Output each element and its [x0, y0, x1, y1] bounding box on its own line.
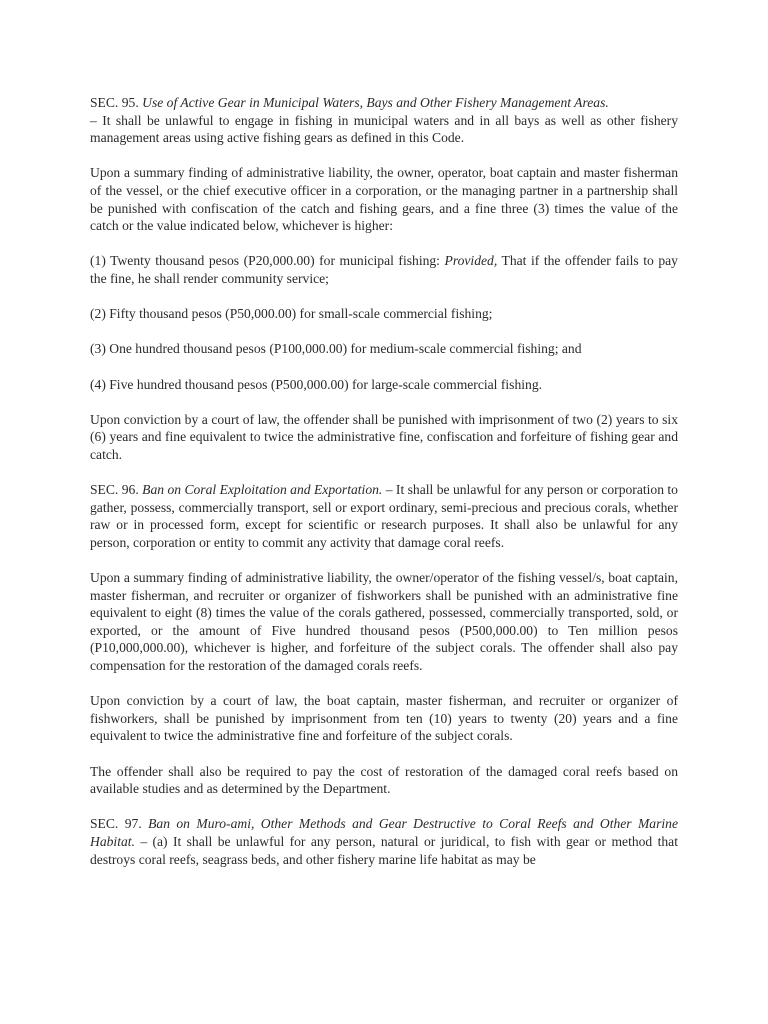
- document-page: [90, 94, 678, 886]
- sec96-number: SEC. 96.: [90, 482, 139, 498]
- sec96-paragraph-3: The offender shall also be required to pay the cost of restoration of the damaged coral reefs based on available studies and as determined by the Department.: [90, 763, 678, 797]
- sec95-item-1-text: (1) Twenty thousand pesos (P20,000.00) for municipal fishing:: [90, 253, 440, 269]
- sec95-number: SEC. 95.: [90, 95, 139, 110]
- sec95-paragraph-2: Upon conviction by a court of law, the offender shall be punished with imprisonment of two (2) years to six (6) years and fine equivalent to twice the administrative fine, confiscation and forfeiture of fishing gear and catch.: [90, 411, 678, 462]
- sec95-item-1-proviso: Provided,: [444, 253, 498, 269]
- sec97-heading-paragraph: [90, 815, 678, 868]
- sec95-item-2: (2) Fifty thousand pesos (P50,000.00) for small-scale commercial fishing;: [90, 306, 493, 322]
- sec97-number: SEC. 97.: [90, 816, 142, 832]
- sec95-title: Use of Active Gear in Municipal Waters, Bays and Other Fishery Management Areas.: [142, 95, 609, 110]
- sec96-body: – It shall be unlawful for any person or corporation to gather, possess, commercially transport, sell or export ordinary, semi-precious and precious corals, whether raw or in processed form, except for scientific or research purposes. It shall also be unlawful for any person, corporation or entity to commit any activity that damage coral reefs.: [90, 482, 678, 550]
- sec96-title: Ban on Coral Exploitation and Exportation.: [142, 482, 383, 498]
- sec95-item-3: (3) One hundred thousand pesos (P100,000.00) for medium-scale commercial fishing; and: [90, 341, 582, 357]
- sec95-paragraph-1: Upon a summary finding of administrative liability, the owner, operator, boat captain and master fisherman of the vessel, or the chief executive officer in a corporation, or the managing partner in a partnership shall be punished with confiscation of the catch and fishing gears, and a fine three (3) times the value of the catch or the value indicated below, whichever is higher:: [90, 165, 678, 234]
- sec95-item-1: [90, 252, 678, 287]
- sec97-body: – (a) It shall be unlawful for any person, natural or juridical, to fish with gear or method that destroys coral reefs, seagrass beds, and other fishery marine life habitat as may be: [90, 833, 678, 867]
- sec95-body: – It shall be unlawful to engage in fishing in municipal waters and in all bays as well as other fishery management areas using active fishing gears as defined in this Code.: [90, 112, 678, 146]
- sec95-heading-paragraph: [90, 94, 678, 147]
- sec96-heading-paragraph: [90, 481, 678, 551]
- sec96-paragraph-1: Upon a summary finding of administrative liability, the owner/operator of the fishing vessel/s, boat captain, master fisherman, and recruiter or organizer of fishworkers shall be punished with an administrative fine equivalent to eight (8) times the value of the corals gathered, possessed, commercially transported, sold, or exported, or the amount of Five hundred thousand pesos (P500,000.00) to Ten million pesos (P10,000,000.00), whichever is higher, and forfeiture of the subject corals. The offender shall also pay compensation for the restoration of the damaged corals reefs.: [90, 570, 678, 673]
- sec96-paragraph-2: Upon conviction by a court of law, the boat captain, master fisherman, and recruiter or organizer of fishworkers, shall be punished by imprisonment from ten (10) years to twenty (20) years and a fine equivalent to twice the administrative fine and forfeiture of the subject corals.: [90, 693, 678, 744]
- sec97-title: Ban on Muro-ami, Other Methods and Gear Destructive to Coral Reefs and Other Marine Habitat.: [90, 816, 678, 849]
- sec95-item-1-rest: That if the offender fails to pay the fine, he shall render community service;: [90, 253, 678, 286]
- sec95-item-4: (4) Five hundred thousand pesos (P500,000.00) for large-scale commercial fishing.: [90, 376, 543, 392]
